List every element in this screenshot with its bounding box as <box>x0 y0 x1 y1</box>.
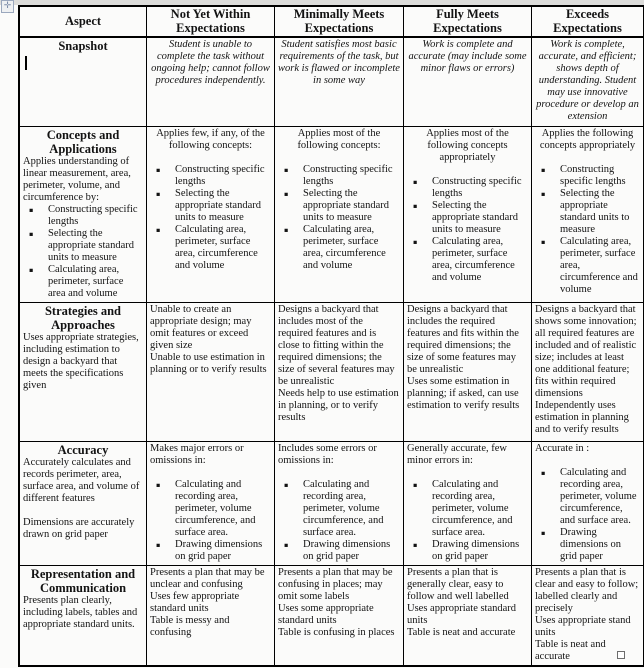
table-move-handle-icon[interactable]: ✛ <box>1 0 14 13</box>
bullet-text: Calculating and recording area, perimeter, volume circumference, and surface area. <box>432 478 513 538</box>
aspect-cell-concepts-and-applications[interactable] <box>19 126 147 302</box>
cell-accuracy-col3[interactable] <box>404 441 532 565</box>
cell-representation-and-communication-col4[interactable] <box>532 565 644 666</box>
cell-paragraph: Table is neat and accurate <box>407 626 516 638</box>
table-row-strategies-and-approaches <box>19 302 644 441</box>
bullet-item <box>278 164 400 188</box>
table-row-accuracy <box>19 441 644 565</box>
cell-paragraph: Applies most of the following concepts appropriately <box>426 127 509 163</box>
square-bullet-icon: ▪ <box>284 540 289 549</box>
square-bullet-icon: ▪ <box>541 468 546 477</box>
rubric-table <box>18 5 644 667</box>
square-bullet-icon: ▪ <box>29 205 34 214</box>
cell-paragraph: Includes some errors or omissions in: <box>278 442 377 466</box>
cell-snapshot-col1[interactable] <box>147 37 275 126</box>
square-bullet-icon: ▪ <box>284 165 289 174</box>
table-row-concepts-and-applications <box>19 126 644 302</box>
cell-paragraph: Applies few, if any, of the following concepts: <box>156 127 265 151</box>
bullet-item <box>278 479 400 539</box>
cell-concepts-and-applications-col1[interactable] <box>147 126 275 302</box>
cell-bullet-list <box>150 479 271 563</box>
header-row <box>19 6 644 37</box>
cell-bullet-list <box>278 479 400 563</box>
aspect-cell-representation-and-communication[interactable] <box>19 565 147 666</box>
bullet-text: Drawing dimensions on grid paper <box>303 538 391 562</box>
cell-paragraph: Independently uses estimation in planning and to verify results <box>535 399 629 435</box>
bullet-item <box>23 228 143 264</box>
bullet-text: Constructing specific lengths <box>175 163 265 187</box>
cell-representation-and-communication-col2[interactable] <box>275 565 404 666</box>
cell-paragraph: Needs help to use estimation in planning, or to verify results <box>278 387 399 423</box>
column-header-3: Fully Meets Expectations <box>404 6 532 37</box>
cell-paragraph: Uses few appropriate standard units <box>150 590 240 614</box>
square-bullet-icon: ▪ <box>156 225 161 234</box>
bullet-text: Drawing dimensions on grid paper <box>432 538 520 562</box>
bullet-text: Constructing specific lengths <box>303 163 393 187</box>
cell-paragraph: Accurate in : <box>535 442 590 454</box>
bullet-text: Calculating area, perimeter, surface area, circumference and volume <box>432 235 515 283</box>
bullet-item <box>535 467 640 527</box>
square-bullet-icon: ▪ <box>156 189 161 198</box>
square-bullet-icon: ▪ <box>284 189 289 198</box>
cell-paragraph: Student is unable to complete the task without ongoing help; cannot follow procedures independently. <box>151 39 270 86</box>
bullet-item <box>407 176 528 200</box>
cell-representation-and-communication-col3[interactable] <box>404 565 532 666</box>
aspect-paragraph: Dimensions are accurately drawn on grid paper <box>23 516 135 540</box>
square-bullet-icon: ▪ <box>29 229 34 238</box>
cell-paragraph: Work is complete and accurate (may include some minor flaws or errors) <box>408 39 527 74</box>
table-resize-handle[interactable] <box>617 651 625 659</box>
bullet-text: Drawing dimensions on grid paper <box>175 538 263 562</box>
cell-bullet-list <box>407 479 528 563</box>
bullet-item <box>535 236 640 296</box>
bullet-text: Constructing specific lengths <box>560 163 626 187</box>
bullet-item <box>407 479 528 539</box>
cell-accuracy-col4[interactable] <box>532 441 644 565</box>
square-bullet-icon: ▪ <box>413 237 418 246</box>
cell-concepts-and-applications-col3[interactable] <box>404 126 532 302</box>
aspect-bullet-list <box>23 204 143 300</box>
cell-paragraph: Presents a plan that is clear and easy to follow; labelled clearly and precisely <box>535 566 639 614</box>
bullet-text: Calculating and recording area, perimeter, volume circumference, and surface area. <box>560 466 637 526</box>
column-header-0: Aspect <box>19 6 147 37</box>
cell-paragraph: Student satisfies most basic requirements of the task, but work is flawed or incomplete in some way <box>278 39 400 86</box>
cell-concepts-and-applications-col4[interactable] <box>532 126 644 302</box>
square-bullet-icon: ▪ <box>541 189 546 198</box>
aspect-cell-accuracy[interactable] <box>19 441 147 565</box>
square-bullet-icon: ▪ <box>156 540 161 549</box>
aspect-title: Strategies and Approaches <box>44 303 122 332</box>
cell-paragraph: Presents a plan that may be confusing in places; may omit some labels <box>278 566 393 602</box>
cell-bullet-list <box>535 164 640 296</box>
bullet-text: Selecting the appropriate standard units to measure <box>560 187 630 235</box>
square-bullet-icon: ▪ <box>284 480 289 489</box>
cell-paragraph: Designs a backyard that includes most of the required features and is close to fitting within the required dimensions; the size of several features may be unrealistic <box>278 303 395 387</box>
bullet-text: Calculating area, perimeter, surface area, circumference and volume <box>303 223 386 271</box>
bullet-item <box>278 539 400 563</box>
bullet-item <box>23 204 143 228</box>
square-bullet-icon: ▪ <box>413 177 418 186</box>
bullet-item <box>23 264 143 300</box>
bullet-item <box>150 539 271 563</box>
bullet-item <box>535 164 640 188</box>
column-header-1: Not Yet Within Expectations <box>147 6 275 37</box>
cell-representation-and-communication-col1[interactable] <box>147 565 275 666</box>
bullet-item <box>407 236 528 284</box>
cell-paragraph: Presents a plan that is generally clear, easy to follow and well labelled <box>407 566 509 602</box>
cell-bullet-list <box>150 164 271 272</box>
cell-paragraph: Applies the following concepts appropriately <box>539 127 636 151</box>
cell-snapshot-col4[interactable] <box>532 37 644 126</box>
cell-paragraph: Generally accurate, few minor errors in: <box>407 442 507 466</box>
square-bullet-icon: ▪ <box>29 265 34 274</box>
aspect-title: Representation and Communication <box>30 566 136 595</box>
bullet-item <box>150 164 271 188</box>
cell-paragraph: Unable to create an appropriate design; may omit features or exceed given size <box>150 303 252 351</box>
bullet-text: Calculating and recording area, perimeter, volume circumference, and surface area. <box>303 478 384 538</box>
cell-strategies-and-approaches-col4[interactable] <box>532 302 644 441</box>
bullet-text: Drawing dimensions on grid paper <box>560 526 621 562</box>
bullet-text: Constructing specific lengths <box>432 175 522 199</box>
square-bullet-icon: ▪ <box>156 165 161 174</box>
bullet-item <box>150 224 271 272</box>
aspect-paragraph: Presents plan clearly, including labels, tables and appropriate standard units. <box>23 594 138 630</box>
aspect-cell-snapshot[interactable] <box>19 37 147 126</box>
cell-paragraph: Table is messy and confusing <box>150 614 230 638</box>
bullet-text: Selecting the appropriate standard units to measure <box>432 199 519 235</box>
cell-snapshot-col2[interactable] <box>275 37 404 126</box>
aspect-title: Concepts and Applications <box>46 127 120 156</box>
table-row-representation-and-communication <box>19 565 644 666</box>
square-bullet-icon: ▪ <box>156 480 161 489</box>
bullet-text: Selecting the appropriate standard units to measure <box>303 187 390 223</box>
aspect-paragraph: Uses appropriate strategies, including estimation to design a backyard that meets the specifications given <box>23 331 139 391</box>
square-bullet-icon: ▪ <box>541 237 546 246</box>
square-bullet-icon: ▪ <box>413 480 418 489</box>
cell-paragraph: Table is confusing in places <box>278 626 395 638</box>
cell-paragraph: Makes major errors or omissions in: <box>150 442 244 466</box>
cell-paragraph: Uses some appropriate standard units <box>278 602 374 626</box>
table-row-snapshot <box>19 37 644 126</box>
cell-snapshot-col3[interactable] <box>404 37 532 126</box>
cell-paragraph: Uses appropriate stand units <box>535 614 631 638</box>
cell-bullet-list <box>407 176 528 284</box>
aspect-title: Snapshot <box>58 39 108 53</box>
column-header-2: Minimally Meets Expectations <box>275 6 404 37</box>
cell-paragraph: Applies most of the following concepts: <box>297 127 381 151</box>
aspect-paragraph: Applies understanding of linear measurement, area, perimeter, volume, and circumference by: <box>23 155 131 203</box>
bullet-item <box>535 188 640 236</box>
cell-paragraph: Uses appropriate standard units <box>407 602 517 626</box>
aspect-paragraph: Accurately calculates and records perimeter, area, surface area, and volume of different features <box>23 456 140 504</box>
bullet-item <box>407 539 528 563</box>
bullet-item <box>278 224 400 272</box>
rubric-table-body <box>19 37 644 666</box>
bullet-item <box>150 188 271 224</box>
cell-bullet-list <box>535 467 640 563</box>
cell-paragraph: Presents a plan that may be unclear and confusing <box>150 566 265 590</box>
cell-paragraph: Designs a backyard that shows some innovation; all required features are included and of realistic size; includes at least one additional feature; fits within required dimensions <box>535 303 637 399</box>
square-bullet-icon: ▪ <box>413 201 418 210</box>
cell-paragraph: Table is neat and accurate <box>535 638 606 662</box>
bullet-text: Constructing specific lengths <box>48 203 138 227</box>
cell-strategies-and-approaches-col2[interactable] <box>275 302 404 441</box>
bullet-text: Selecting the appropriate standard units to measure <box>48 227 135 263</box>
square-bullet-icon: ▪ <box>541 528 546 537</box>
cell-accuracy-col2[interactable] <box>275 441 404 565</box>
cell-accuracy-col1[interactable] <box>147 441 275 565</box>
aspect-cell-strategies-and-approaches[interactable] <box>19 302 147 441</box>
cell-strategies-and-approaches-col3[interactable] <box>404 302 532 441</box>
square-bullet-icon: ▪ <box>413 540 418 549</box>
bullet-text: Calculating area, perimeter, surface area, circumference and volume <box>560 235 638 295</box>
square-bullet-icon: ▪ <box>541 165 546 174</box>
bullet-text: Selecting the appropriate standard units to measure <box>175 187 262 223</box>
square-bullet-icon: ▪ <box>284 225 289 234</box>
text-cursor <box>25 56 27 70</box>
cell-bullet-list <box>278 164 400 272</box>
bullet-item <box>407 200 528 236</box>
cell-strategies-and-approaches-col1[interactable] <box>147 302 275 441</box>
cell-paragraph: Work is complete, accurate, and efficient; shows depth of understanding. Student may use innovative procedure or develop an extension <box>536 39 639 122</box>
column-header-4: Exceeds Expectations <box>532 6 644 37</box>
cell-paragraph: Uses some estimation in planning; if asked, can use estimation to verify results <box>407 375 520 411</box>
bullet-item <box>278 188 400 224</box>
aspect-paragraph <box>23 505 143 517</box>
cell-paragraph: Unable to use estimation in planning or to verify results <box>150 351 267 375</box>
bullet-text: Calculating area, perimeter, surface area, circumference and volume <box>175 223 258 271</box>
cell-concepts-and-applications-col2[interactable] <box>275 126 404 302</box>
bullet-item <box>150 479 271 539</box>
aspect-title: Accuracy <box>57 442 109 457</box>
bullet-text: Calculating and recording area, perimeter, volume circumference, and surface area. <box>175 478 256 538</box>
bullet-item <box>535 527 640 563</box>
bullet-text: Calculating area, perimeter, surface area and volume <box>48 263 124 299</box>
cell-paragraph: Designs a backyard that includes the required features and fits within the required dimensions; the size of some features may be unrealistic <box>407 303 519 375</box>
rubric-table-header <box>19 6 644 37</box>
